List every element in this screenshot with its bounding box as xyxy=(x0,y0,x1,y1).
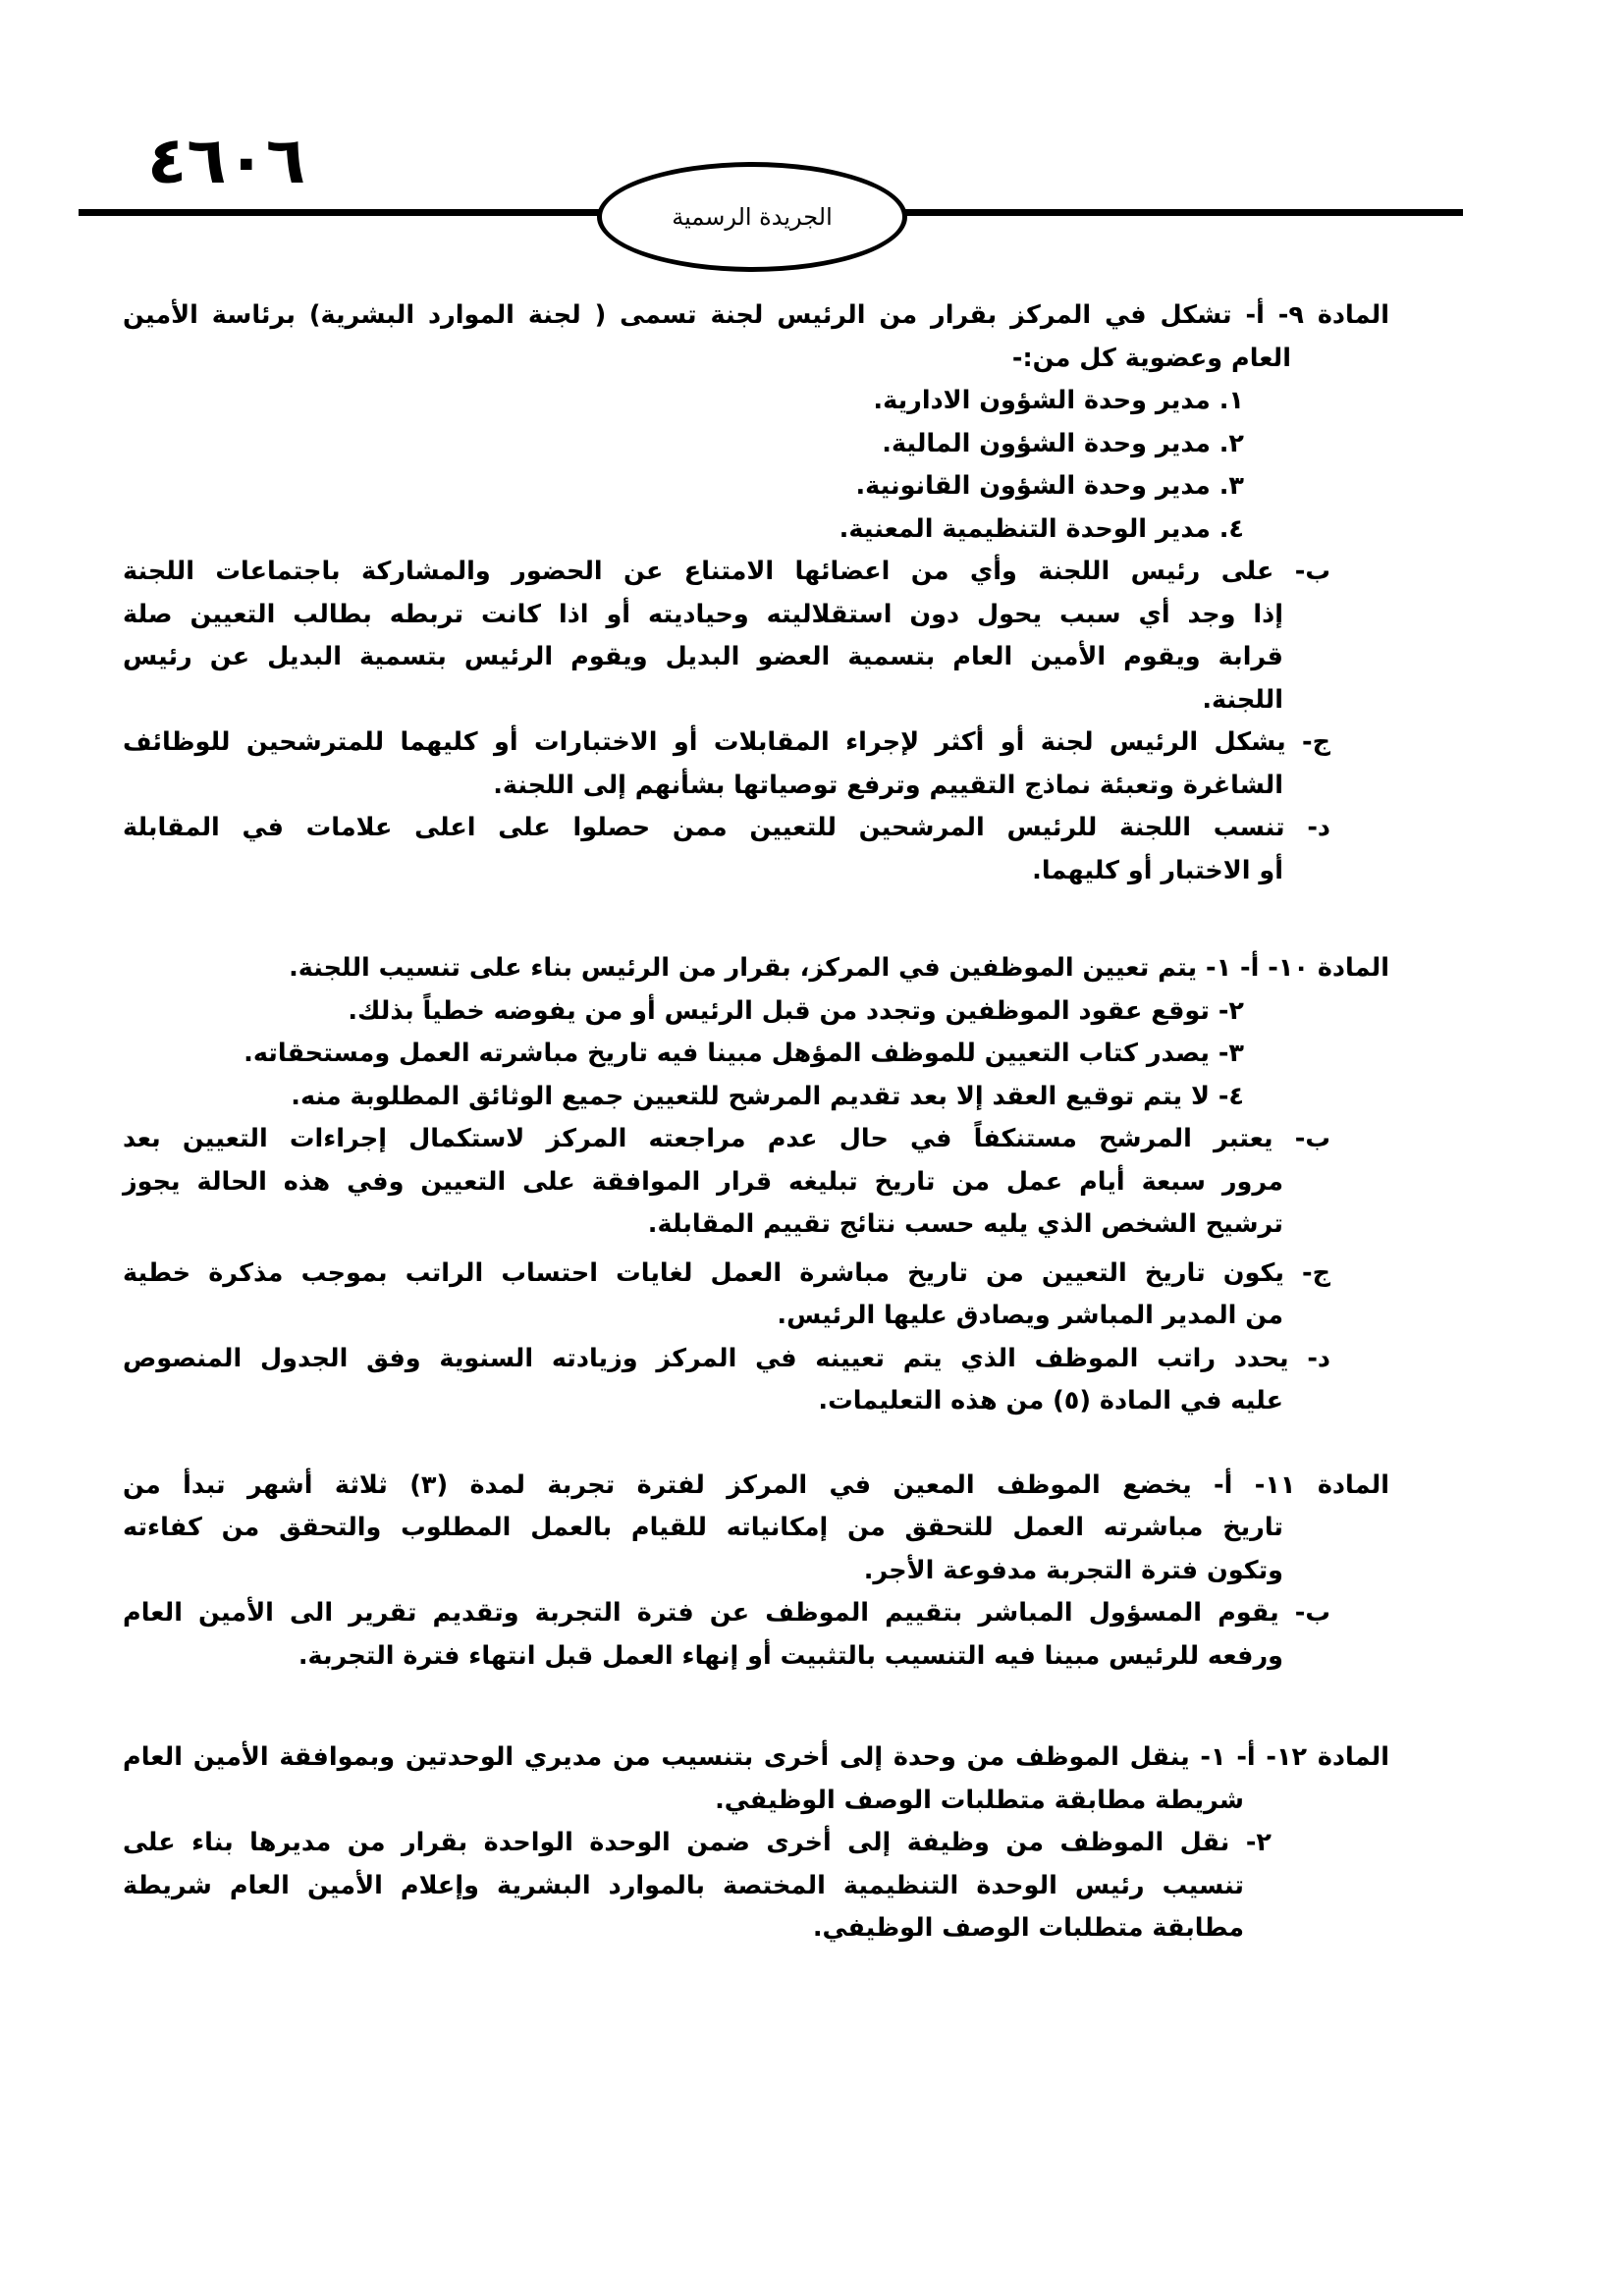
article-11-line: تاريخ مباشرته العمل للتحقق من إمكانياته للقيام بالعمل المطلوب والتحقق من كفاءته xyxy=(123,1513,1283,1542)
article-9-line: د- تنسب اللجنة للرئيس المرشحين للتعيين ممن حصلوا على اعلى علامات في المقابلة xyxy=(123,813,1330,842)
article-10-line: ٣- يصدر كتاب التعيين للموظف المؤهل مبينا فيه تاريخ مباشرته العمل ومستحقاته. xyxy=(244,1039,1244,1068)
article-9-list-item: ٤. مدير الوحدة التنظيمية المعنية. xyxy=(839,513,1244,544)
article-9-line: ج- يشكل الرئيس لجنة أو أكثر لإجراء المقابلات أو الاختبارات أو كليهما للمترشحين للوظائف xyxy=(123,727,1330,757)
article-11-line: المادة ١١- أ- يخضع الموظف المعين في المركز لفترة تجربة لمدة (٣) ثلاثة أشهر تبدأ من xyxy=(123,1469,1389,1500)
article-9-line: قرابة ويقوم الأمين العام بتسمية العضو البديل ويقوم الرئيس بتسمية البديل عن رئيس xyxy=(123,642,1283,671)
article-10-line: ج- يكون تاريخ التعيين من تاريخ مباشرة العمل لغايات احتساب الراتب بموجب مذكرة خطية xyxy=(123,1257,1330,1288)
article-10-line: ب- يعتبر المرشح مستنكفاً في حال عدم مراجعته المركز لاستكمال إجراءات التعيين بعد xyxy=(123,1124,1330,1153)
article-11 xyxy=(123,1465,1389,1679)
page-number: ٤٦٠٦ xyxy=(147,123,306,198)
article-9-list-item: ٢. مدير وحدة الشؤون المالية. xyxy=(882,428,1244,458)
article-10-line: عليه في المادة (٥) من هذه التعليمات. xyxy=(818,1386,1283,1415)
article-10-line: المادة ١٠- أ- ١- يتم تعيين الموظفين في المركز، بقرار من الرئيس بناء على تنسيب اللجنة. xyxy=(289,953,1389,983)
article-11-line: ب- يقوم المسؤول المباشر بتقييم الموظف عن فترة التجربة وتقديم تقرير الى الأمين العام xyxy=(123,1598,1330,1628)
article-9-line: أو الاختبار أو كليهما. xyxy=(1032,855,1283,885)
article-10-line: من المدير المباشر ويصادق عليها الرئيس. xyxy=(777,1301,1283,1330)
article-12 xyxy=(123,1736,1389,1950)
article-11-line: ورفعه للرئيس مبينا فيه التنسيب بالتثبيت أو إنهاء العمل قبل انتهاء فترة التجربة. xyxy=(298,1640,1283,1671)
article-9 xyxy=(123,294,1389,892)
gazette-title: الجريدة الرسمية xyxy=(672,203,833,231)
article-9-line: الشاغرة وتعبئة نماذج التقييم وترفع توصياتها بشأنهم إلى اللجنة. xyxy=(493,770,1283,800)
article-10-line: مرور سبعة أيام عمل من تاريخ تبليغه قرار الموافقة على التعيين وفي هذه الحالة يجوز xyxy=(123,1166,1283,1197)
article-12-line: ٢- نقل الموظف من وظيفة إلى أخرى ضمن الوحدة الواحدة بقرار من مديرها بناء على xyxy=(123,1828,1272,1857)
article-10-line: ٢- توقع عقود الموظفين وتجدد من قبل الرئيس أو من يفوضه خطياً بذلك. xyxy=(348,995,1244,1026)
article-10-line: د- يحدد راتب الموظف الذي يتم تعيينه في المركز وزيادته السنوية وفق الجدول المنصوص xyxy=(123,1343,1330,1373)
article-12-line: شريطة مطابقة متطلبات الوصف الوظيفي. xyxy=(715,1785,1244,1815)
article-10 xyxy=(123,947,1389,1423)
article-12-line: المادة ١٢- أ- ١- ينقل الموظف من وحدة إلى أخرى بتنسيب من مديري الوحدتين وبموافقة الأمين العام xyxy=(123,1742,1389,1772)
article-9-line: العام وعضوية كل من:- xyxy=(1011,343,1291,373)
article-10-line: ترشيح الشخص الذي يليه حسب نتائج تقييم المقابلة. xyxy=(647,1209,1283,1239)
document-body xyxy=(123,294,1389,1950)
article-12-line: مطابقة متطلبات الوصف الوظيفي. xyxy=(812,1913,1244,1943)
article-9-list-item: ٣. مدير وحدة الشؤون القانونية. xyxy=(855,471,1244,501)
article-10-line: ٤- لا يتم توقيع العقد إلا بعد تقديم المرشح للتعيين جميع الوثائق المطلوبة منه. xyxy=(291,1081,1244,1111)
article-9-list-item: ١. مدير وحدة الشؤون الادارية. xyxy=(873,386,1244,415)
gazette-title-oval xyxy=(597,162,907,272)
article-9-line: إذا وجد أي سبب يحول دون استقلاليته وحياديته أو اذا كانت تربطه بطالب التعيين صلة xyxy=(123,599,1283,629)
article-9-line: المادة ٩- أ- تشكل في المركز بقرار من الرئيس لجنة تسمى ( لجنة الموارد البشرية) برئاسة الأمين xyxy=(123,300,1389,330)
article-11-line: وتكون فترة التجربة مدفوعة الأجر. xyxy=(863,1555,1283,1585)
article-12-line: تنسيب رئيس الوحدة التنظيمية المختصة بالموارد البشرية وإعلام الأمين العام شريطة xyxy=(123,1870,1244,1900)
article-9-line: اللجنة. xyxy=(1202,684,1283,715)
article-9-line: ب- على رئيس اللجنة وأي من اعضائها الامتناع عن الحضور والمشاركة باجتماعات اللجنة xyxy=(123,557,1330,586)
